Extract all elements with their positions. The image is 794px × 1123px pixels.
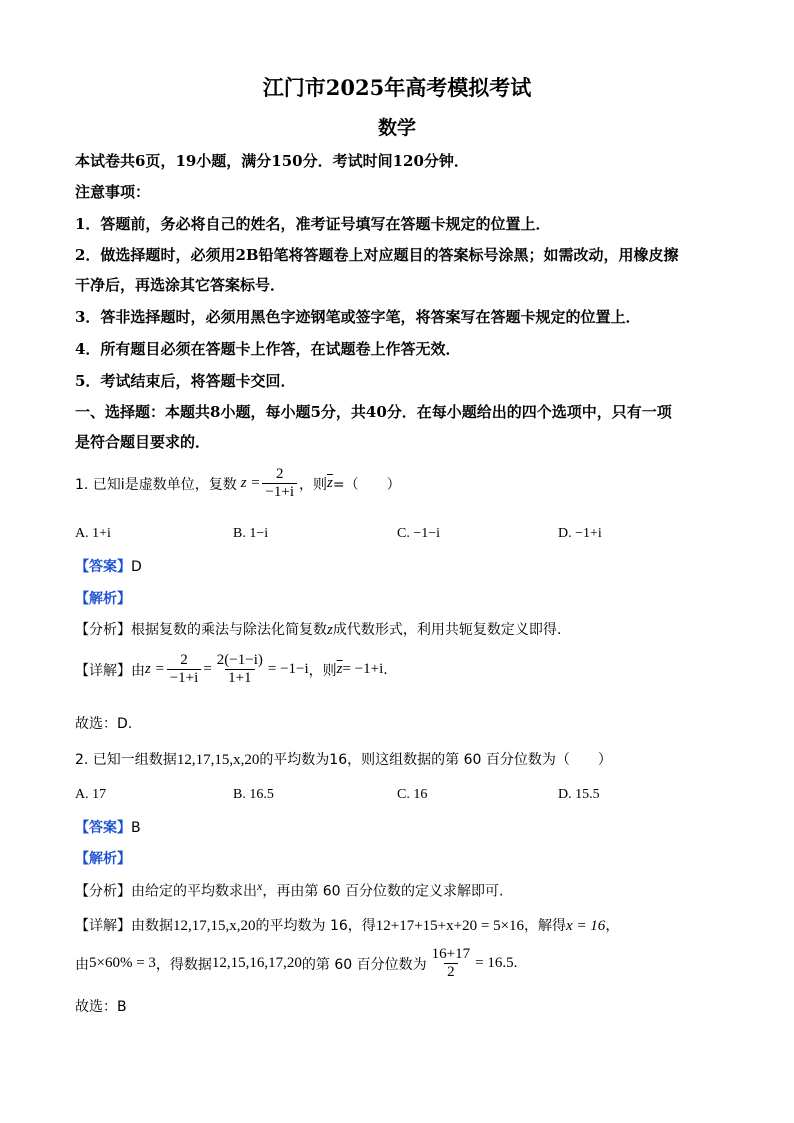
q2-detail [75, 915, 619, 935]
question-2 [75, 749, 612, 769]
q2-detail-x: x = 16 [566, 918, 606, 934]
q2-line2-c: 的第 60 百分位数为 [301, 956, 427, 973]
q1-option-d: D. −1+i [558, 526, 602, 541]
q1-detail-frac2-num: 2(−1−i) [216, 652, 263, 668]
q2-option-b: B. 16.5 [233, 787, 274, 802]
q1-text-c: =（ ） [332, 476, 401, 493]
q2-text-b: 的平均数为16，则这组数据的第 60 百分位数为（ ） [259, 752, 612, 768]
q2-fenxi-text-a: 由给定的平均数求出 [131, 883, 257, 900]
q1-formula-lhs: z = [240, 475, 261, 491]
q1-detail-a: 由 [131, 662, 145, 679]
q2-analysis [75, 848, 131, 868]
q2-data: 12,17,15,x,20 [176, 752, 260, 768]
q2-line2-b: ，得数据 [155, 956, 212, 973]
q1-text-b: ，则 [299, 476, 328, 493]
section-heading-2: 是符合题目要求的． [75, 433, 211, 451]
q1-answer-value: D [131, 559, 142, 575]
q1-fenxi-var: z [327, 622, 333, 638]
q2-line2-eq: 5×60% = 3 [89, 955, 156, 971]
q1-detail-eq1: z = [145, 661, 165, 677]
q2-fenxi-tag: 【分析】 [75, 883, 131, 900]
note-item-5: 5．考试结束后，将答题卡交回． [75, 372, 296, 390]
q2-line2-num: 16+17 [431, 946, 471, 962]
q1-detail-end: . [383, 661, 388, 678]
q1-fraction-den: −1+i [262, 483, 297, 501]
q1-detail-frac2 [214, 652, 266, 687]
note-item-1: 1．答题前，务必将自己的姓名，准考证号填写在答题卡规定的位置上． [75, 215, 551, 233]
note-item-3: 3．答非选择题时，必须用黑色字迹钢笔或签字笔，将答案写在答题卡规定的位置上． [75, 308, 641, 326]
q2-detail-data: 12,17,15,x,20 [173, 918, 256, 934]
question-1 [75, 466, 401, 501]
q1-option-c: C. −1−i [397, 526, 441, 541]
q2-detail-b: 的平均数为 16，得 [255, 918, 376, 934]
q1-answer [75, 556, 142, 576]
q2-answer-value: B [131, 820, 141, 836]
subject-title: 数学 [377, 117, 416, 139]
q1-text-a: 1. 已知i是虚数单位，复数 [75, 476, 237, 493]
notes-heading: 注意事项： [75, 183, 151, 201]
q1-fraction-num: 2 [275, 466, 284, 482]
q1-fenxi-text-b: 成代数形式，利用共轭复数定义即得. [332, 622, 562, 638]
q2-answer [75, 817, 141, 837]
q2-line2-data: 12,15,16,17,20 [211, 955, 302, 971]
q2-fenxi-text-b: ，再由第 60 百分位数的定义求解即可. [262, 883, 504, 900]
q2-analysis-tag: 【解析】 [75, 851, 131, 867]
q2-detail-d: ， [605, 918, 620, 934]
q1-option-a: A. 1+i [75, 526, 111, 541]
q2-fenxi-var: x [257, 879, 263, 893]
q1-analysis-tag: 【解析】 [75, 591, 131, 607]
q1-detail-frac2-den: 1+1 [225, 669, 254, 687]
q1-detail-frac1-num: 2 [180, 652, 188, 668]
q2-line2-den: 2 [444, 963, 458, 981]
q2-option-c: C. 16 [397, 787, 428, 802]
q2-answer-tag: 【答案】 [75, 820, 131, 836]
q1-fenxi [75, 619, 561, 639]
q2-detail-line2 [75, 946, 517, 981]
q1-detail-frac1-den: −1+i [167, 669, 202, 687]
q1-detail-eq2: = [203, 661, 212, 677]
q2-text-a: 2. 已知一组数据 [75, 752, 177, 768]
q1-fenxi-tag: 【分析】 [75, 622, 131, 638]
note-item-2a: 2．做选择题时，必须用2B铅笔将答题卷上对应题目的答案标号涂黑；如需改动，用橡皮擦 [75, 246, 679, 264]
q1-detail-frac1 [167, 652, 202, 687]
q1-answer-tag: 【答案】 [75, 559, 131, 575]
q2-detail-tag: 【详解】 [75, 918, 131, 934]
q1-detail [75, 652, 388, 687]
q1-detail-eq3: = −1−i [267, 661, 309, 677]
q1-fraction [262, 466, 297, 501]
q2-line2-result: = 16.5. [475, 955, 518, 971]
intro-text: 本试卷共6页，19小题，满分150分．考试时间120分钟． [75, 152, 469, 170]
exam-title: 江门市2025年高考模拟考试 [262, 75, 532, 100]
q1-conj-z: $\overline{z}$ [327, 475, 333, 491]
note-item-2b: 干净后，再选涂其它答案标号． [75, 276, 286, 294]
q2-option-d: D. 15.5 [558, 787, 600, 802]
q1-detail-eq4: = −1+i [342, 661, 384, 677]
note-item-4: 4．所有题目必须在答题卡上作答，在试题卷上作答无效． [75, 340, 461, 358]
q2-conclusion: 故选：B [75, 999, 127, 1015]
q1-option-b: B. 1−i [233, 526, 269, 541]
q1-detail-tag: 【详解】 [75, 662, 131, 679]
q1-conclusion: 故选：D. [75, 716, 133, 732]
q2-detail-c: ，解得 [524, 918, 567, 934]
q2-detail-a: 由数据 [131, 918, 173, 934]
section-heading-1: 一、选择题：本题共8小题，每小题5分，共40分．在每小题给出的四个选项中，只有一项 [75, 403, 672, 421]
q2-line2-a: 由 [75, 956, 89, 973]
q1-analysis [75, 588, 131, 608]
q1-fenxi-text-a: 根据复数的乘法与除法化简复数 [131, 622, 327, 638]
q2-detail-eq: 12+17+15+x+20 = 5×16 [375, 918, 525, 934]
q1-detail-conj: $\overline{z}$ [336, 661, 343, 677]
q2-fenxi [75, 879, 504, 901]
q1-detail-b: ，则 [308, 662, 337, 679]
q2-line2-frac [429, 946, 473, 981]
q2-option-a: A. 17 [75, 787, 107, 802]
